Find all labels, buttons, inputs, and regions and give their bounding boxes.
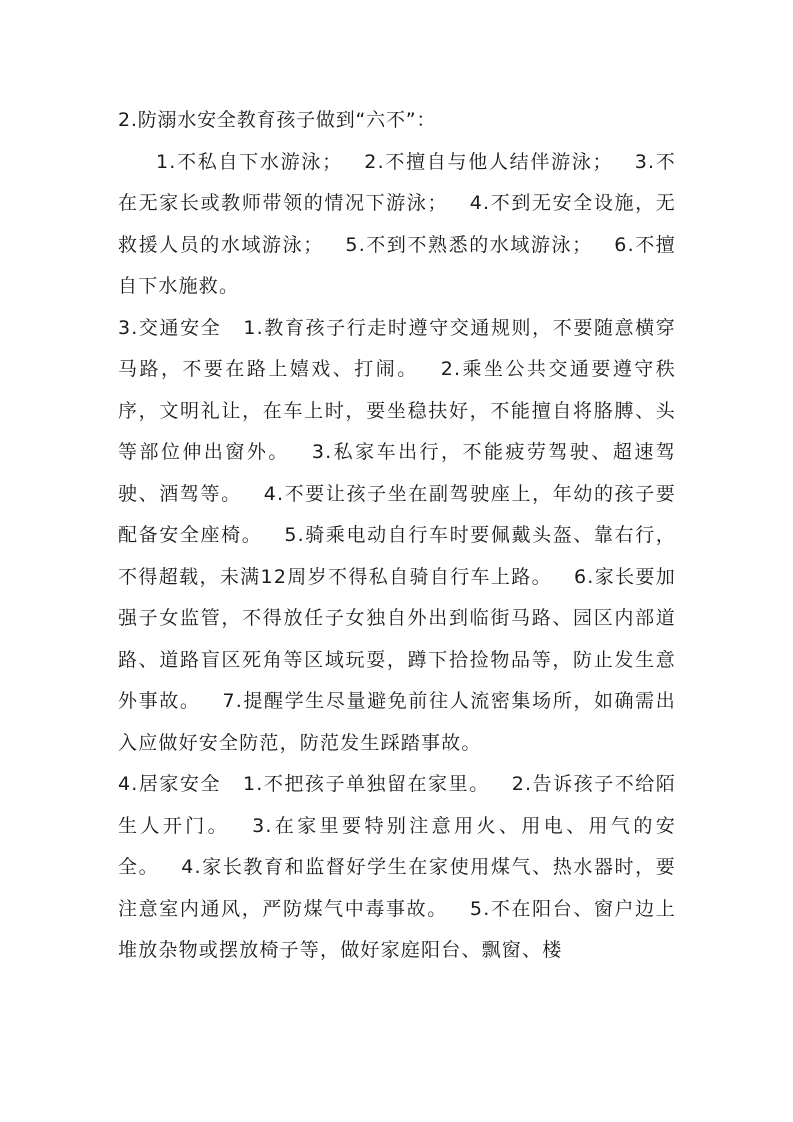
traffic-rule-7: 7.提醒学生尽量避免前往人流密集场所，如确需出入应做好安全防范，防范发生踩踏事故。: [118, 690, 676, 754]
drowning-rule-6: 6.不擅自下水施救。: [118, 233, 676, 297]
drowning-rule-2: 2.不擅自与他人结伴游泳；: [364, 150, 613, 173]
home-rule-5: 5.不在阳台、窗户边上堆放杂物或摆放椅子等，做好家庭阳台、飘窗、楼: [118, 897, 676, 961]
traffic-rule-1: 1.教育孩子行走时遵守交通规则，不要随意横穿马路，不要在路上嬉戏、打闹。: [118, 316, 676, 380]
section-heading-traffic: 3.交通安全: [118, 316, 222, 339]
home-rule-1: 1.不把孩子单独留在家里。: [243, 773, 490, 795]
document-body: [118, 100, 676, 972]
traffic-safety-paragraph: [118, 308, 676, 765]
home-rule-3: 3.在家里要特别注意用火、用电、用气的安全。: [118, 814, 676, 878]
drowning-rule-4: 4.不到无安全设施，无救援人员的水域游泳；: [118, 192, 676, 256]
home-safety-paragraph: [118, 764, 676, 972]
traffic-rule-3: 3.私家车出行，不能疲劳驾驶、超速驾驶、酒驾等。: [118, 441, 676, 505]
drowning-rule-3: 3.不在无家长或教师带领的情况下游泳；: [118, 150, 676, 214]
traffic-rule-6: 6.家长要加强子女监管，不得放任子女独自外出到临街马路、园区内部道路、道路盲区死角等区域玩耍，蹲下拾捡物品等，防止发生意外事故。: [118, 565, 676, 712]
traffic-rule-5: 5.骑乘电动自行车时要佩戴头盔、靠右行，不得超载，未满12周岁不得私自骑自行车上路。: [118, 524, 676, 588]
drowning-rule-5: 5.不到不熟悉的水域游泳；: [345, 233, 593, 256]
traffic-rule-2: 2.乘坐公共交通要遵守秩序，文明礼让，在车上时，要坐稳扶好，不能擅自将胳膊、头等部位伸出窗外。: [118, 358, 676, 463]
traffic-rule-4: 4.不要让孩子坐在副驾驶座上，年幼的孩子要配备安全座椅。: [118, 482, 676, 546]
home-rule-2: 2.告诉孩子不给陌生人开门。: [118, 773, 676, 837]
home-rule-4: 4.家长教育和监督好学生在家使用煤气、热水器时，要注意室内通风，严防煤气中毒事故。: [118, 856, 676, 920]
drowning-rule-1: 1.不私自下水游泳；: [156, 150, 343, 173]
section-heading-home: 4.居家安全: [118, 773, 221, 795]
drowning-rules-paragraph: [118, 142, 676, 308]
section-heading-drowning: 2.防溺水安全教育孩子做到“六不”：: [118, 109, 437, 131]
